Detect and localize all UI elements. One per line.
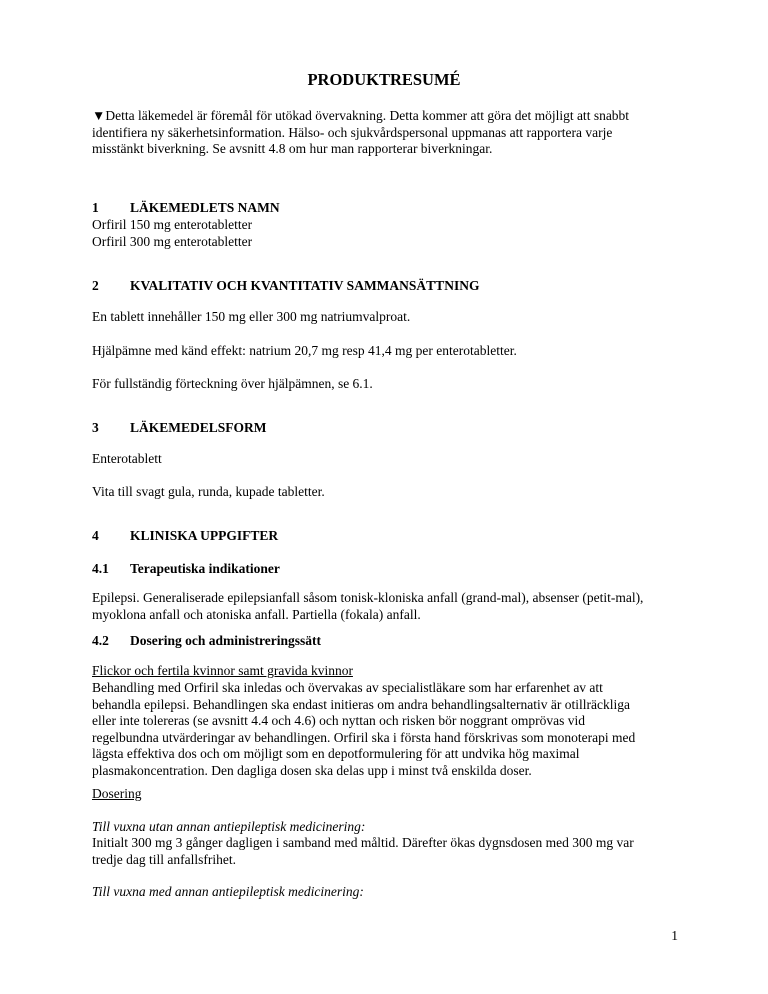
page-number: 1 (671, 928, 678, 943)
section-4-1-text: Epilepsi. Generaliserade epilepsianfall såsom tonisk-kloniska anfall (grand-mal), absenser (petit-mal), myoklona anfall och atoniska anfall. Partiella (fokala) anfall. (92, 590, 644, 622)
section-1-text: Orfiril 150 mg enterotabletter Orfiril 300 mg enterotabletter (92, 217, 253, 249)
adult-combination-heading: Till vuxna med annan antiepileptisk medicinering: (92, 884, 364, 899)
section-2-paragraph-1: En tablett innehåller 150 mg eller 300 mg natriumvalproat. (92, 309, 411, 324)
section-number: 2 (92, 278, 99, 293)
dosing-group-text: Behandling med Orfiril ska inledas och övervakas av specialistläkare som har erfarenhet av att behandla epilepsi. Behandlingen ska endast initieras om andra behandlingsalternativ är otillräckliga eller inte tolereras (se avsnitt 4.4 och 4.6) och nyttan och risken bör noggrant omprövas vid regelbundna utvärderingar av behandlingen. Orfiril ska i första hand förskrivas som monoterapi med lägsta effektiva dos och om möjligt som en depotformulering för att undvika hög maximal plasmakoncentration. Den dagliga dosen ska delas upp i minst två enskilda doser. (92, 680, 636, 778)
section-4-2-heading (92, 633, 692, 650)
dosing-group-heading: Flickor och fertila kvinnor samt gravida kvinnor (92, 663, 353, 678)
section-title: KVALITATIV OCH KVANTITATIV SAMMANSÄTTNING (130, 278, 480, 293)
section-3-heading (92, 420, 692, 437)
section-2-paragraph-3: För fullständig förteckning över hjälpämnen, se 6.1. (92, 376, 373, 391)
section-number: 1 (92, 200, 99, 215)
subsection-title: Terapeutiska indikationer (130, 561, 280, 576)
section-2-heading (92, 278, 692, 295)
section-2-paragraph-2: Hjälpämne med känd effekt: natrium 20,7 mg resp 41,4 mg per enterotabletter. (92, 343, 517, 358)
subsection-title: Dosering och administreringssätt (130, 633, 321, 648)
section-title: LÄKEMEDLETS NAMN (130, 200, 280, 215)
section-1-heading (92, 200, 692, 217)
document-title: PRODUKTRESUMÉ (307, 70, 461, 89)
monitoring-warning: ▼Detta läkemedel är föremål för utökad övervakning. Detta kommer att göra det möjligt att snabbt identifiera ny säkerhetsinformation. Hälso- och sjukvårdspersonal uppmanas att rapportera varje misstänkt biverkning. Se avsnitt 4.8 om hur man rapporterar biverkningar. (92, 108, 630, 156)
section-title: LÄKEMEDELSFORM (130, 420, 267, 435)
section-3-paragraph-2: Vita till svagt gula, runda, kupade tabletter. (92, 484, 325, 499)
subsection-number: 4.2 (92, 633, 109, 648)
section-number: 3 (92, 420, 99, 435)
section-3-paragraph-1: Enterotablett (92, 451, 162, 466)
section-4-heading (92, 528, 692, 545)
adult-monotherapy-text: Initialt 300 mg 3 gånger dagligen i samband med måltid. Därefter ökas dygnsdosen med 300 mg var tredje dag till anfallsfrihet. (92, 835, 634, 867)
section-number: 4 (92, 528, 99, 543)
subsection-number: 4.1 (92, 561, 109, 576)
section-4-1-heading (92, 561, 692, 578)
adult-monotherapy-heading: Till vuxna utan annan antiepileptisk medicinering: (92, 819, 366, 834)
dosering-heading: Dosering (92, 786, 142, 801)
section-title: KLINISKA UPPGIFTER (130, 528, 279, 543)
